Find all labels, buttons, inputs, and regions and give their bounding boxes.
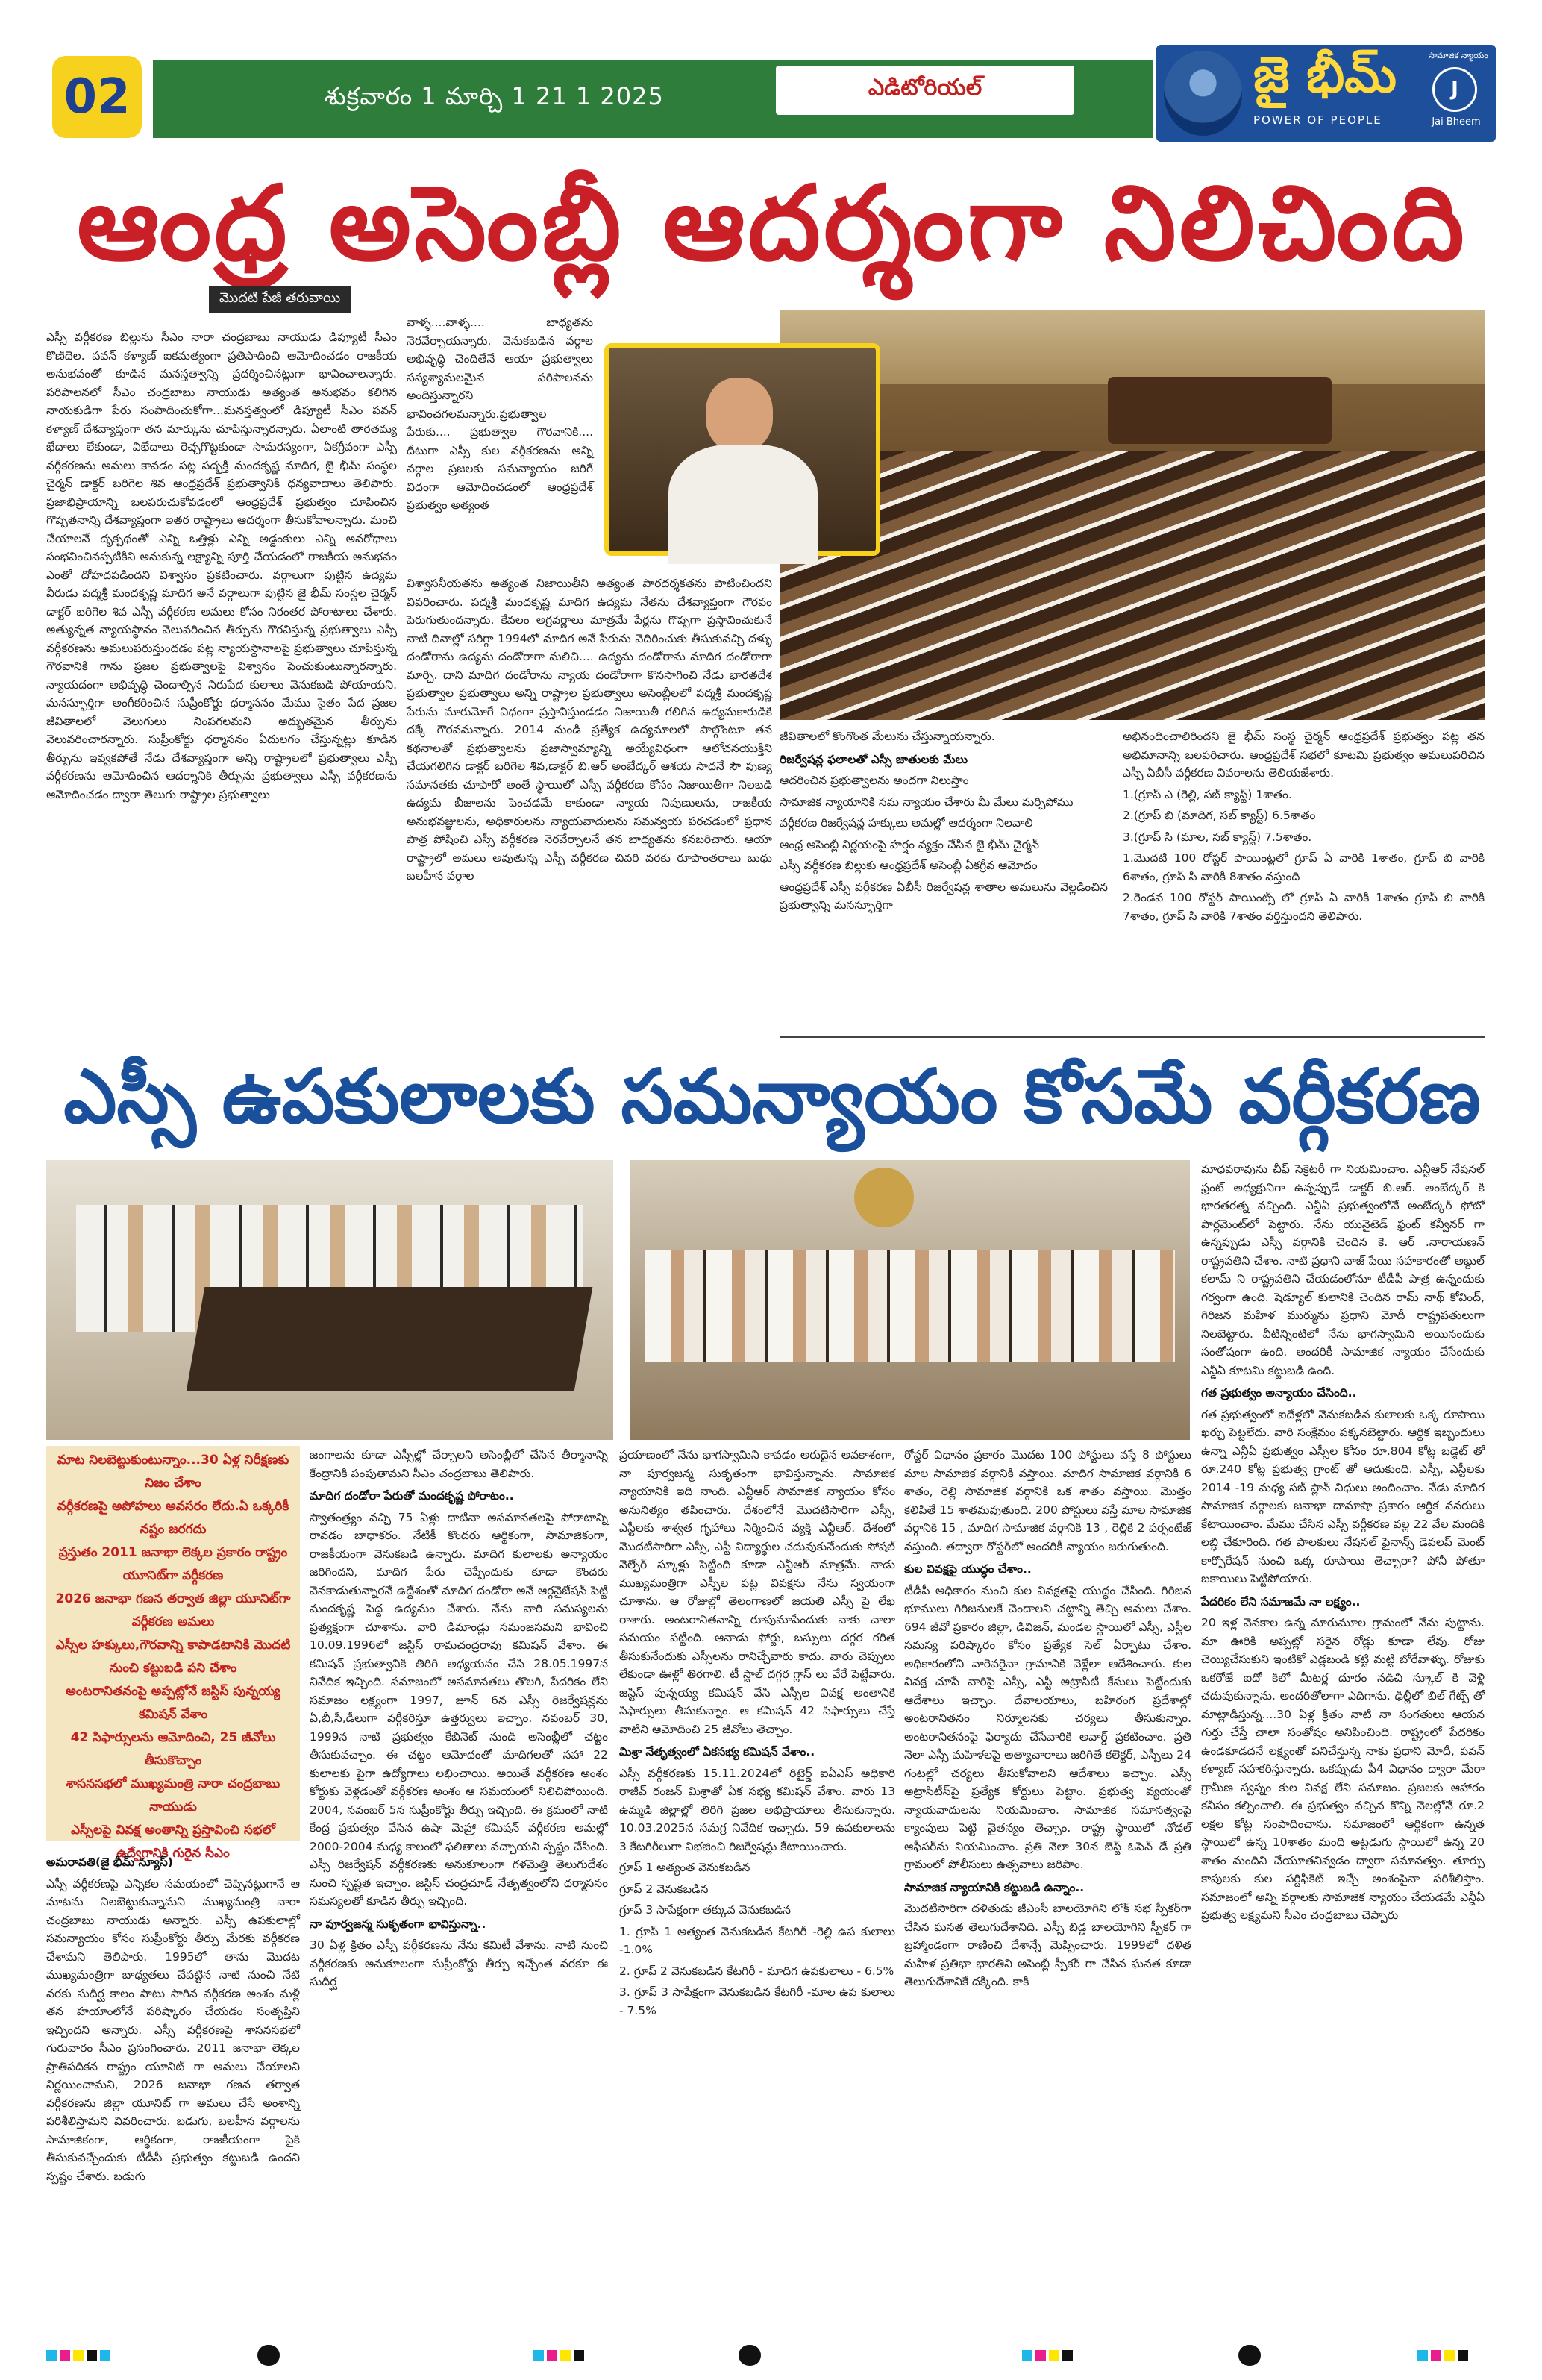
- story2-col2-subhead: నా పూర్వజన్మ సుకృతంగా భావిస్తున్నా..: [310, 1917, 486, 1931]
- group-item: గ్రూప్ 1 అత్యంత వెనుకబడిన: [619, 1861, 750, 1874]
- story2-col3-text: ఎస్సీ వర్గీకరణకు 15.11.2024లో రిటైర్డ్ ఐఏఎస్ అధికారి రాజీవ్ రంజన్ మిశ్రాతో ఏక సభ్య కమిషన్ వేశాం. వారు 13 ఉమ్మడి జిల్లాల్లో తిరిగి ప్రజల అభిప్రాయాలు తీసుకున్నారు. 10.03.2025న సమగ్ర నివేదిక ఇచ్చారు. 59 ఉపకులాలను 3 కేటగిరీలుగా విభజించి రిజర్వేషన్లు కేటాయించారు.: [619, 1766, 895, 1853]
- highlight-item: శాసనసభలో ముఖ్యమంత్రి నారా చంద్రబాబు నాయుడు: [66, 1776, 280, 1814]
- divider: [780, 1036, 1485, 1038]
- state-emblem-icon: [854, 1168, 914, 1227]
- story2-col4-subhead: సామాజిక న్యాయానికి కట్టుబడి ఉన్నాం..: [904, 1880, 1085, 1894]
- date-line: శుక్రవారం 1 మార్చి 1 21 1 2025: [325, 81, 664, 110]
- story2-col4-subhead: కుల వివక్షపై యుద్ధం చేశాం..: [904, 1562, 1032, 1576]
- highlight-item: 2026 జనాభా గణన తర్వాత జిల్లా యూనిట్‌గా వర్గీకరణ అమలు: [55, 1591, 291, 1629]
- masthead-top-note: సామాజిక న్యాయం: [1429, 51, 1488, 60]
- highlight-item: 42 సిఫార్సులను ఆమోదించి, 25 జీవోలు తీసుకొచ్చాం: [70, 1730, 276, 1768]
- story2-col5-subhead: పేదరికం లేని సమాజమే నా లక్ష్యం..: [1201, 1594, 1361, 1609]
- story1-col4-text: అభినందించాలిరిందని జై భీమ్ సంస్థ చైర్మన్ ఆంధ్రప్రదేశ్ ప్రభుత్వం పట్ల తన అభిమానాన్ని బలపరిచారు. ఆంధ్రప్రదేశ్ సభలో కూటమి ప్రభుత్వం అమలుపరిచిన ఎస్సీ ఏబీసీ వర్గీకరణ వివరాలను తెలియజేశారు.: [1123, 730, 1485, 780]
- chief-minister-photo: [604, 343, 880, 556]
- group-item: 1. గ్రూప్ 1 అత్యంత వెనుకబడిన కేటగిరీ -రెల్లి ఉప కులాలు -1.0%: [619, 1924, 895, 1956]
- story1-col3-point: వర్గీకరణ రిజర్వేషన్ల హక్కులు అమల్లో ఆదర్శంగా నిలవాలి: [780, 816, 1033, 830]
- jai-bheem-logo-icon: J: [1432, 67, 1477, 112]
- masthead-logo-name: Jai Bheem: [1432, 116, 1481, 128]
- masthead: [1156, 45, 1496, 142]
- group-item: గ్రూప్ 3 సాపేక్షంగా తక్కువ వెనుకబడిన: [619, 1903, 791, 1917]
- story2-column-3: [619, 1446, 895, 2326]
- group-item: 3. గ్రూప్ 3 సాపేక్షంగా వెనుకబడిన కేటగిరీ -మాల ఉప కులాలు - 7.5%: [619, 1985, 895, 2017]
- group-item: గ్రూప్ 2 వెనుకబడిన: [619, 1882, 709, 1896]
- story2-col4-text: మొదటిసారిగా దళితుడు జీఎంసీ బాలయోగిని లోక్ సభ స్పీకర్‌గా చేసిన ఘనత తెలుగుదేశానిది. ఎస్సీ బిడ్డ బాలయోగిని స్పీకర్ గా బ్రహ్మాండంగా రాణించి దేశాన్నే మెప్పించారు. 1999లో దళిత మహిళ ప్రతిభా భారతిని అసెంబ్లీ స్పీకర్ గా చేసిన ఘనత కూడా తెలుగుదేశానికే దక్కింది. కాకి: [904, 1902, 1191, 1988]
- story2-column-1: [46, 1849, 300, 2326]
- story1-col3-point: ఆదరించిన ప్రభుత్వాలను అందగా నిలుస్తాం: [780, 774, 969, 787]
- story1-col3-text: జీవితాలలో కొంగొంత మేలును చేస్తున్నాయన్నారు.: [780, 730, 995, 743]
- story2-col3-text: ప్రయాణంలో నేను భాగస్వామిని కావడం అరుదైన అవకాశంగా, నా పూర్వజన్మ సుకృతంగా భావిస్తున్నాను. సామాజిక న్యాయానికి ఇది నాంది. ఎన్టీఆర్ సామాజిక న్యాయం కోసం అనునిత్యం తపించారు. దేశంలోనే మొదటిసారిగా ఎస్సీ, ఎస్టీలకు శాశ్వత గృహాలు నిర్మించిన వ్యక్తి ఎన్టీఆర్. దేశంలో మొదటిసారిగా ఎస్సీ, ఎస్టీ విద్యార్థుల చదువుకునేందుకు సోషల్ వెల్ఫేర్ స్కూళ్లు పెట్టింది కూడా ఎన్టీఆర్ మాత్రమే. నాడు ముఖ్యమంత్రిగా ఎస్సీల పట్ల వివక్షను నేను స్వయంగా చూశాను. ఆ రోజుల్లో తెలంగాణలో జయతి ఎస్సీ పై లేఖ రాశారు. అంటరానితనాన్ని రూపుమాపేందుకు నాకు చాలా సమయం పట్టింది. ఆనాడు ఫోర్టు, బస్సులు దగ్గర గరిత తీసుకునేందుకు ఎస్సీలను రానిచ్చేవారు కాదు. వారు చెప్పులు లేకుండా ఊళ్లో తిరగాలి. టీ స్టాల్ దగ్గర గ్లాస్ లు వేరే పెట్టేవారు. జస్టిస్ పున్నయ్య కమిషన్ వేసి ఎస్సీల వివక్ష అంతానికి సిఫార్సులు తీసుకున్నాం. ఆ కమిషన్ 42 సిఫార్సులు చేస్తే వాటిని ఆమోదించి 25 జీవోలు తెచ్చాం.: [619, 1448, 895, 1736]
- highlight-item: అంటరానితనంపై అప్పట్లోనే జస్టిస్ పున్నయ్య కమిషన్ వేశాం: [66, 1684, 280, 1722]
- story1-column-4: [1123, 727, 1485, 1026]
- page-number: 02: [52, 56, 142, 138]
- story2-col5-text: 20 ఇళ్ల వెనకాల ఉన్న మారుమూల గ్రామంలో నేను పుట్టాను. మా ఊరికి అప్పట్లో సరైన రోడ్లు కూడా లేవు. రోజు చెయ్యిచేసుకుని ఇంటికో ఎడ్లబండి కట్టి మట్టి బోరేవాళ్ళు. రోజుకు ఒకరోజే ఐదో కిలో మీటర్ల దూరం నడిచి స్కూల్ కి వెళ్లి చదువుకున్నాను. అందరితోలాగా ఎదిగాను. ఢిల్లీలో బిల్ గేట్స్ తో మాట్లాడిస్తున్న....30 ఏళ్ల క్రితం నాటి నా సంగతులు ఆయన గుర్తు చేస్తే చాలా సంతోషం అనిపించింది. రాష్ట్రంలో పేదరికం ఉండకూడదనే లక్ష్యంతో పనిచేస్తున్న నాకు ప్రధాని మోదీ, పవన్ కళ్యాణ్ సహకరిస్తున్నారు. ఒకప్పుడు పీ4 విధానం ద్వారా మేరా గ్రామీణ స్వప్నం కుల వివక్ష లేని సమాజం. ప్రజలకు ఆహారం కనీసం కల్పించాలి. ఈ ప్రభుత్వం వచ్చిన కొన్ని నెలల్లోనే రూ.2 లక్షల కోట్ల సంపాదించాను. సమాజంలో ఆర్థికంగా ఉన్నత స్థాయిలో ఉన్న 10శాతం మంది అట్టడుగు స్థాయిలో ఉన్న 20 శాతం మందిని చేయూతనివ్వడం ద్వారా సమానత్వం. తూర్పు కాపులకు కుల సర్టిఫికెట్ ఇచ్చే అంశంపైనా పరిశీలిస్తాం. సమాజంలో అన్ని వర్గాలకు సామాజిక న్యాయం చేయడమే ఎన్డీఏ ప్రభుత్వ లక్ష్యమని సీఎం చంద్రబాబు చెప్పారు: [1201, 1616, 1485, 1922]
- meeting-photo-2: [630, 1160, 1190, 1440]
- story2-col1-text: ఎస్సీ వర్గీకరణపై ఎన్నికల సమయంలో చెప్పినట్లుగానే ఆ మాటను నిలబెట్టుకున్నామని ముఖ్యమంత్రి నారా చంద్రబాబు నాయుడు అన్నారు. ఎస్సీ ఉపకులాల్లో సమన్యాయం కోసం సుప్రీంకోర్టు తీర్పు మేరకు వర్గీకరణ చేశామని తెలిపారు. 1995లో తాను మొదట ముఖ్యమంత్రిగా బాధ్యతలు చేపట్టిన నాటి నుంచి నేటి వరకు సుదీర్ఘ కాలం పాటు సాగిన వర్గీకరణ అంశం మళ్లీ తన హయాంలోనే పరిష్కారం చేయడం సంతృప్తిని ఇచ్చిందని అన్నారు. ఎస్సీ వర్గీకరణపై శాసనసభలో గురువారం సీఎం ప్రసంగించారు. 2011 జనాభా లెక్కల ప్రాతిపదికన రాష్ట్రం యూనిట్ గా అమలు చేయాలని నిర్ణయించామని, 2026 జనాభా గణన తర్వాత వర్గీకరణను జిల్లా యూనిట్ గా అమలు చేసే అంశాన్ని పరిశీలిస్తామని వివరించారు. బడుగు, బలహీన వర్గాలను సామాజికంగా, ఆర్థికంగా, రాజకీయంగా పైకి తీసుకువచ్చేందుకు టీడీపీ ప్రభుత్వం కట్టుబడి ఉందని స్పష్టం చేశారు. బడుగు: [46, 1876, 300, 2183]
- highlight-item: ప్రస్తుతం 2011 జనాభా లెక్కల ప్రకారం రాష్ట్రం యూనిట్‌గా వర్గీకరణ: [58, 1545, 288, 1583]
- story1-col1-text: ఎస్సీ వర్గీకరణ బిల్లును సీఎం నారా చంద్రబాబు నాయుడు డిప్యూటీ సీఎం కొణిదెల. పవన్ కళ్యాణ్ ఐకమత్యంగా ప్రతిపాదించి ఆమోదించడం రాజకీయ అనుభవంతో కూడిన మనస్తత్వాన్ని ప్రదర్శించినట్లుగా భావించాలన్నారు. పరిపాలనలో సీఎం చంద్రబాబు నాయుడు అత్యంత అనుభవం కలిగిన నాయకుడిగా పేరు సంపాదించుకోగా...మనస్తత్వంలో డిప్యూటీ సీఎం పవన్ కళ్యాణ్ దేశవ్యాప్తంగా తన మార్కును చూపిస్తున్నారన్నారు. ఏలాంటి తారతమ్య భేదాలు లేకుండా, విభేదాలు రెచ్చగొట్టకుండా సామరస్యంగా, ఏకగ్రీవంగా ఎస్సీ వర్గీకరణను అమలు కావడం పట్ల సద్భక్తి మందకృష్ణ మాదిగ, జై భీమ్ సంస్థల చైర్మన్ డాక్టర్ బరిగెల శివ ఆంధ్రప్రదేశ్ ప్రభుత్వానికి ధన్యవాదాలు తెలిపారు. ప్రజాభిప్రాయాన్ని బలపరుచుకోవడంలో ఆంధ్రప్రదేశ్ ప్రభుత్వం చూపించిన గొప్పతనాన్ని దేశవ్యాప్తంగా ఇతర రాష్ట్రాలు ఆదర్శంగా తీసుకోవాలన్నారు. మంచి చేయాలనే దృక్పథంతో ఎన్ని ఒత్తిళ్లు ఎన్ని అడ్డంకులు ఎన్ని అవరోధాలు సంభవించినప్పటికిని అనుకున్న లక్ష్యాన్ని పూర్తి చేయడంలో రాజకీయ అనుభవం ఎంతో దోహదపడిందని విశ్వాసం ప్రకటించారు. వర్గాలుగా పుట్టిన ఉద్యమ వీరుడు పద్మశ్రీ మందకృష్ణ మాదిగ అనే వర్గాలుగా పుట్టిన జై భీమ్ సంస్థల చైర్మన్ డాక్టర్ బరిగెల శివ ఎస్సీ వర్గీకరణ అమలు కోసం నిరంతర పోరాటాలు చేశారు. అత్యున్నత న్యాయస్థానం వెలువరించిన తీర్పును గౌరవిస్తున్న ప్రభుత్వాలు ఎస్సీ వర్గీకరణను అమలుపరుస్తుందడం పట్ల న్యాయస్థానాలపై ప్రభుత్వాలు చూపిస్తున్న గౌరవానికి గాను ప్రజల ప్రభుత్వాలపై విశ్వాసం పెంచుకుంటున్నారన్నారు. న్యాయదంగా అభివృద్ధి చెందాల్సిన నిరుపేద కులాలు వెనుకబడి పోయాయని. మనస్ఫూర్తిగా అంగీకరించిన సుప్రీంకోర్టు ధర్మాసనం మేము సైతం పేద ప్రజల జీవితాలలో వెలుగులు నింపగలమని అద్భుతమైన తీర్పును వెలువరించారన్నారు. సుప్రీంకోర్టు ధర్మాసనం ఏదులగం చేస్తున్నట్లు కూడిన తీర్పును ఇవ్వకపోతే నేడు దేశవ్యాప్తంగా అన్ని రాష్ట్రాలలో ప్రభుత్వాలు ఎస్సీ వర్గీకరణను ఆమోదించిన ఆదర్శానికి తీర్పును ప్రభుత్వాలు ఎస్సీ వర్గీకరణను ఆమోదించడం ద్వారా తెలుగు రాష్ట్రాల ప్రభుత్వాలు: [46, 331, 397, 801]
- story1-column-2-top: [407, 313, 593, 571]
- story2-col4-text: రోస్టర్ విధానం ప్రకారం మొదట 100 పోస్టులు వస్తే 8 పోస్టులు మాల సామాజిక వర్గానికి వస్తాయి. మాదిగ సామాజిక వర్గానికి 6 శాతం, రెల్లి సామాజిక వర్గానికి ఒక శాతం వస్తాయి. మొత్తం కలిపితే 15 శాతమవుతుంది. 200 పోస్టులు వస్తే మాల సామాజిక వర్గానికి 15 , మాదిగ సామాజిక వర్గానికి 13 , రెల్లికి 2 పర్సంటేజ్ వస్తుంది. తద్వారా రోస్టర్‌లో అందరికీ న్యాయం జరుగుతుంది.: [904, 1448, 1191, 1553]
- story1-col2-bottom-text: విశ్వాసనీయతను అత్యంత నిజాయితీని అత్యంత పారదర్శకతను పాటించిందని వివరించారు. పద్మశ్రీ మందకృష్ణ మాదిగ ఉద్యమ నేతను దేశవ్యాప్తంగా గౌరవం పెరుగుతుందన్నారు. కేవలం అగ్రవర్ణాలు మాత్రమే పేర్లను గొప్పగా ప్రస్తావించుకునే నాటి దినాల్లో సరిగ్గా 1994లో మాదిగ అనే పేరును వెదిరించుకు తీసుకువచ్చి దళ్ళు దండోరాను ఉద్యమ దండోరాగా మలిచి.... ఉద్యమ దండోరాను మాదిగ దండోరాగా మార్చి. దాని మాదిగ దండోరాను న్యాయ దండోరాగా కొనసాగించి నేడు భారతదేశ ప్రభుత్వాల ప్రభుత్వాలు అన్ని రాష్ట్రాల ప్రభుత్వాలు అసెంబ్లీలలో పద్మశ్రీ మందకృష్ణ పేరును మారుమోగే విధంగా ప్రస్తావిస్తుండడం నిజాయితీ గలిగిన ఉద్యమకారుడికి దక్కే గౌరవమన్నారు. 2014 నుండి ప్రత్యేక ఉద్యమాలలో పాల్గొంటూ తన కథనాలతో ప్రభుత్వాలను ప్రజాస్వామ్యాన్ని అయ్యేవిధంగా ఆలోచనయుక్తిని చేయగలిగిన డాక్టర్ బరిగెల శివ,డాక్టర్ బి.ఆర్ అంబేద్కర్ ఆశయ సాధనే సౌ పుణ్య సమానతకు చూపారో అంతే స్థాయిలో ఎస్సీ వర్గీకరణ కోసం నిజాయితీగా నిలబడి ఉద్యమ బీజాలను పెంచడమే కాకుండా న్యాయ నిపుణులను, రాజకీయ అనుభవజ్ఞులను, అధికారులను న్యాయవాదులను సమన్వయ పరచడంలో ప్రధాన పాత్ర పోషించి ఎస్సీ వర్గీకరణ నెరవేర్చాలనే తన బాధ్యతను కనబరిచారు. ఆయా రాష్ట్రాలో అమలు అవుతున్న ఎస్సీ వర్గీకరణ చివరి వరకు రూపాంతరాలు బుధు బలహీన వర్గాల: [407, 577, 772, 883]
- story1-col2-top-text: వాళ్ళ....వాళ్ళ.... బాధ్యతను నెరవేర్చాయన్నారు. వెనుకబడిన వర్గాల అభివృద్ధి చెందితేనే ఆయా ప్రభుత్వాలు సస్యశ్యామలమైన పరిపాలనను అందిస్తున్నారని భావించగలమన్నారు.ప్రభుత్వాల పేరుకు.... ప్రభుత్వాల గౌరవానికి.... దీటుగా ఎస్సీ కుల వర్గీకరణను అన్ని వర్గాల ప్రజలకు సమన్యాయం జరిగే విధంగా ఆమోదించడంలో ఆంధ్రప్రదేశ్ ప్రభుత్వం అత్యంత: [407, 316, 593, 512]
- story2-headline: ఎస్సీ ఉపకులాలకు సమన్యాయం కోసమే వర్గీకరణ: [63, 1053, 1481, 1140]
- masthead-tagline: POWER OF PEOPLE: [1253, 113, 1382, 127]
- reservation-item: 1.(గ్రూప్ ఎ (రెల్లి, సబ్ క్యాస్ట్) 1శాతం.: [1123, 787, 1292, 801]
- highlight-item: ఎస్సీలపై వివక్ష అంతాన్ని ప్రస్తావించి సభలో ఉద్వేగానికి గురైన సీఎం: [70, 1823, 276, 1861]
- story2-col4-text: టీడీపీ అధికారం నుంచి కుల వివక్షతపై యుద్ధం చేసింది. గిరిజన భూములు గిరిజనులకే చెందాలని చట్టాన్ని తెచ్చి అమలు చేశాం. 694 జీవో ప్రకారం జిల్లా, డివిజన్, మండల స్థాయిలో ఎస్సీ, ఎస్టీల సమస్య పరిష్కారం కోసం ప్రత్యేక సెల్ ఏర్పాటు చేశాం. అధికారంలోని వారెవరైనా గ్రామానికి వెళ్లేలా ఆదేశించారు. కుల వివక్ష చూపే వారిపై ఎస్సీ, ఎస్టీ అట్రాసిటీ కేసులు పెట్టేందుకు ఆదేశాలు ఇచ్చాం. దేవాలయాలు, బహిరంగ ప్రదేశాల్లో అంటరానితనం నిర్మూలనకు చర్యలు తీసుకున్నాం. అంటరానితనంపై ఫిర్యాదు చేసేవారికి అవార్డ్ ప్రకటించాం. ప్రతి నెలా ఎస్సీ మహిళలపై అత్యాచారాలు జరిగితే కలెక్టర్, ఎస్పీలు 24 గంటల్లో చర్యలు తీసుకోవాలని ఆదేశాలు ఇచ్చాం. ఎస్సీ అట్రాసిటీస్‌పై ప్రత్యేక కోర్టులు పెట్టాం. ప్రభుత్వ వ్యయంతో న్యాయవాదులను నియమించాం. సామాజిక సమానత్వంపై క్యాంపులు పెట్టి చైతన్యం తెచ్చాం. రాష్ట్ర స్థాయిలో నోడల్ ఆఫీసర్‌ను నియమించాం. ప్రతి నెలా 30న బెస్ట్ ఓపెన్ డే ప్రతి గ్రామంలో పోలీసులు ఉత్సవాలు జరిపాం.: [904, 1583, 1191, 1871]
- story1-col3-subhead: రిజర్వేషన్ల ఫలాలతో ఎస్సీ జాతులకు మేలు: [780, 752, 968, 766]
- story1-headline: ఆంధ్ర అసెంబ్లీ ఆదర్శంగా నిలిచింది: [77, 163, 1467, 284]
- story1-col3-point: ఎస్సీ వర్గీకరణ బిల్లుకు ఆంధ్రప్రదేశ్ అసెంబ్లీ ఏకగ్రీవ ఆమోదం: [780, 859, 1038, 872]
- story2-col3-subhead: మిశ్రా నేతృత్వంలో ఏకసభ్య కమిషన్ వేశాం..: [619, 1745, 815, 1759]
- story1-col3-point: ఆంధ్రప్రదేశ్ ఎస్సీ వర్గీకరణ ఏబీసీ రిజర్వేషన్ల శాతాల అమలును వెల్లడించిన ప్రభుత్వాన్ని మనస్ఫూర్తిగా: [780, 880, 1108, 912]
- group-item: 2. గ్రూప్ 2 వెనుకబడిన కేటగిరీ - మాదిగ ఉపకులాలు - 6.5%: [619, 1964, 894, 1978]
- ambedkar-portrait-icon: [1164, 51, 1242, 136]
- story2-col2-text: స్వాతంత్ర్యం వచ్చి 75 ఏళ్లు దాటినా అసమానతలపై పోరాటాన్ని రావడం బాధాకరం. నేటికీ కొందరు ఆర్థికంగా, సామాజికంగా, రాజకీయంగా వెనుకబడి ఉన్నారు. మాదిగ కులాలకు అన్యాయం జరిగిందని, మాదిగ పేరు చెప్పేందుకు కూడా కొందరు వెనకాడుతున్నారనే ఉద్దేశంతో మాదిగ దండోరా అనే ఆర్గనైజేషన్ పెట్టి మందకృష్ణ పెద్ద ఉద్యమం చేశారు. నేను వారి సమస్యలను ప్రత్యక్షంగా చూశాను. వారి డిమాండ్లు సమంజసమని భావించి 10.09.1996లో జస్టిస్ రామచంద్రరావు కమిషన్ వేశాం. ఈ కమిషన్ ప్రభుత్వానికి తిరిగి అధ్యయనం చేసి 28.05.1997న నివేదిక ఇచ్చింది. సమాజంలో అసమానతలు తొలగి, పేదరికం లేని సమాజం లక్ష్యంగా 1997, జూన్ 6న ఎస్సీ రిజర్వేషన్లను ఏ,బీ,సీ,డీలుగా వర్గీకరిస్తూ ఉత్తర్వులు ఇచ్చాం. నవంబర్ 30, 1999న నాటి ప్రభుత్వం కేబినెట్ నుండి అసెంబ్లీలో చట్టం తీసుకువచ్చాం. ఈ చట్టం ఆమోదంతో మాదిగలతో సహా 22 కులాలకు పైగా ఉద్యోగాలు లభించాయి. అయితే వర్గీకరణ అంశం కోర్టుకు వెళ్లడంతో వర్గీకరణ అంశం ఆ సమయంలో నిలిచిపోయింది. 2004, నవంబర్ 5న సుప్రీంకోర్టు తీర్పు ఇచ్చింది. ఈ క్రమంలో నాటి కేంద్ర ప్రభుత్వం వేసిన ఉషా మెహ్రా కమిషన్ వర్గీకరణ అమల్లో 2000-2004 మధ్య కాలంలో ఫలితాలు వచ్చాయని స్పష్టం చేసింది. ఎస్సీ రిజర్వేషన్ వర్గీకరణకు అనుకూలంగా గళమెత్తి తెలుగుదేశం నుంచి స్పష్టత ఇచ్చాం. జస్టిస్ చంద్రచూడ్ నేతృత్వంలోని ధర్మాసనం సమస్యలతో కూడిన తీర్పు ఇచ్చింది.: [310, 1510, 608, 1908]
- story2-col5-subhead: గత ప్రభుత్వం అన్యాయం చేసింది..: [1201, 1386, 1357, 1400]
- reservation-item: 3.(గ్రూప్ సి (మాల, సబ్ క్యాస్ట్) 7.5శాతం.: [1123, 830, 1312, 844]
- story1-column-2-bottom: [407, 574, 772, 1022]
- assembly-session-photo: [780, 310, 1485, 716]
- roster-item: 2.రెండవ 100 రోస్టర్ పాయింట్స్ లో గ్రూప్ ఏ వారికి 1శాతం గ్రూప్ బి వారికి 7శాతం, గ్రూప్ సి వారికి 7శాతం వర్తిస్తుందని తెలిపారు.: [1123, 891, 1485, 923]
- story1-continuation-tag: మొదటి పేజీ తరువాయి: [209, 286, 351, 313]
- story1-column-1: [46, 328, 397, 1022]
- story2-col2-subhead: మాదిగ దండోరా పేరుతో మందకృష్ణ పోరాటం..: [310, 1489, 514, 1503]
- story2-column-2: [310, 1446, 608, 2326]
- story2-col2-text: జంగాలను కూడా ఎస్సీల్లో చేర్చాలని అసెంబ్లీలో చేసిన తీర్మానాన్ని కేంద్రానికి పంపుతామని సీఎం చంద్రబాబు తెలిపారు.: [310, 1448, 608, 1480]
- meeting-photo-1: [46, 1160, 613, 1440]
- section-label: ఎడిటోరియల్: [776, 66, 1074, 115]
- reservation-item: 2.(గ్రూప్ బి (మాదిగ, సబ్ క్యాస్ట్) 6.5శాతం: [1123, 809, 1316, 822]
- story2-col5-text: మాధవరావును చీఫ్ సెక్రెటరీ గా నియమించాం. ఎన్టీఆర్ నేషనల్ ఫ్రంట్ అధ్యక్షునిగా ఉన్నప్పుడే డాక్టర్ బి.ఆర్. అంబేద్కర్ కి భారతరత్న వచ్చింది. ఎన్డీఏ ప్రభుత్వంలోనే అంబేద్కర్ ఫోటో పార్లమెంట్‌లో పెట్టారు. నేను యునైటెడ్ ఫ్రంట్ కన్వీనర్ గా ఉన్నప్పుడు ఎస్సీ వర్గానికి చెందిన కె. ఆర్ .నారాయణన్ రాష్ట్రపతిని చేశాం. నాటి ప్రధాని వాజ్ పేయి సహకారంతో అబ్దుల్ కలామ్ ని రాష్ట్రపతిని చేయడంలోనూ టీడీపీ పాత్ర ఉన్నందుకు గర్వంగా ఉంది. షెడ్యూల్ కులానికి చెందిన రామ్ నాథ్ కోవింద్, గిరిజన మహిళ ముర్మును ప్రధాని మోదీ రాష్ట్రపతులుగా నిలబెట్టారు. వీటిన్నింటిలో నేను భాగస్వామిని అయినందుకు సంతోషంగా ఉంది. అందరికీ సామాజిక న్యాయం చేసేందుకు ఎన్డీఏ కూటమి కట్టుబడి ఉంది.: [1201, 1162, 1485, 1377]
- story2-dateline: అమరావతి(జై భీమ్ న్యూస్): [46, 1856, 173, 1869]
- story2-column-5: [1201, 1160, 1485, 2326]
- story1-col3-point: సామాజిక న్యాయానికి సమ న్యాయం చేశారు మీ మేలు మర్చిపోము: [780, 795, 1074, 809]
- story1-column-3: [780, 727, 1108, 1026]
- masthead-brand: జై భీమ్: [1253, 46, 1397, 104]
- roster-item: 1.మొదటి 100 రోస్టర్ పాయింట్లలో గ్రూప్ ఏ వారికి 1శాతం, గ్రూప్ బి వారికి 6శాతం, గ్రూప్ సి వారికి 8శాతం వస్తుంది: [1123, 851, 1485, 883]
- story1-col3-point: ఆంధ్ర అసెంబ్లీ నిర్ణయంపై హర్షం వ్యక్తం చేసిన జై భీమ్ చైర్మన్: [780, 837, 1040, 851]
- highlight-item: మాట నిలబెట్టుకుంటున్నాం...30 ఏళ్ల నిరీక్షణకు నిజం చేశాం: [57, 1453, 289, 1491]
- story2-col5-text: గత ప్రభుత్వంలో ఐదేళ్లలో వెనుకబడిన కులాలకు ఒక్క రూపాయి ఖర్చు పెట్టలేదు. వారి సంక్షేమం పక్కనబెట్టారు. ఆర్థిక ఇబ్బందులు ఉన్నా ఎన్డీఏ ప్రభుత్వం ఎస్సీల కోసం రూ.804 కోట్ల బడ్జెట్ తో రూ.240 కోట్ల ప్రభుత్వ గ్రాంట్ తో ఆదుకుంది. ఎస్సీ, ఎస్టీలకు 2014 -19 మధ్య సబ్ ప్లాన్ నిధులు అందించాం. నేడు మాదిగ సామాజిక వర్గాలకు జనాభా దామాషా ప్రకారం ఆర్థిక వనరులు కేటాయించాం. మేము చేసిన ఎస్సీ వర్గీకరణ వల్ల 22 వేల మందికి లబ్ధి చేకూరింది. గత పాలకులు నేషనల్ ఫైనాన్స్ డెవలప్ మెంట్ కార్పొరేషన్ నుంచి ఒక్క రూపాయి తెచ్చారా? పోనీ పోతూ బకాయిలు పెట్టిపోయారు.: [1201, 1407, 1485, 1585]
- highlight-item: ఎస్సీల హక్కులు,గౌరవాన్ని కాపాడటానికి మొదటి నుంచి కట్టుబడి పని చేశాం: [55, 1638, 291, 1676]
- story2-col2-text: 30 ఏళ్ల క్రితం ఎస్సీ వర్గీకరణను నేను కమిటీ వేశాను. నాటి నుంచి వర్గీకరణకు అనుకూలంగా సుప్రీంకోర్టు తీర్పు ఇచ్చేంత వరకూ ఈ సుదీర్ఘ: [310, 1938, 608, 1988]
- highlights-box: [46, 1446, 300, 1861]
- highlight-item: వర్గీకరణపై అపోహలు అవసరం లేదు.ఏ ఒక్కరికీ నష్టం జరగదు: [57, 1499, 289, 1537]
- story2-column-4: [904, 1446, 1191, 2326]
